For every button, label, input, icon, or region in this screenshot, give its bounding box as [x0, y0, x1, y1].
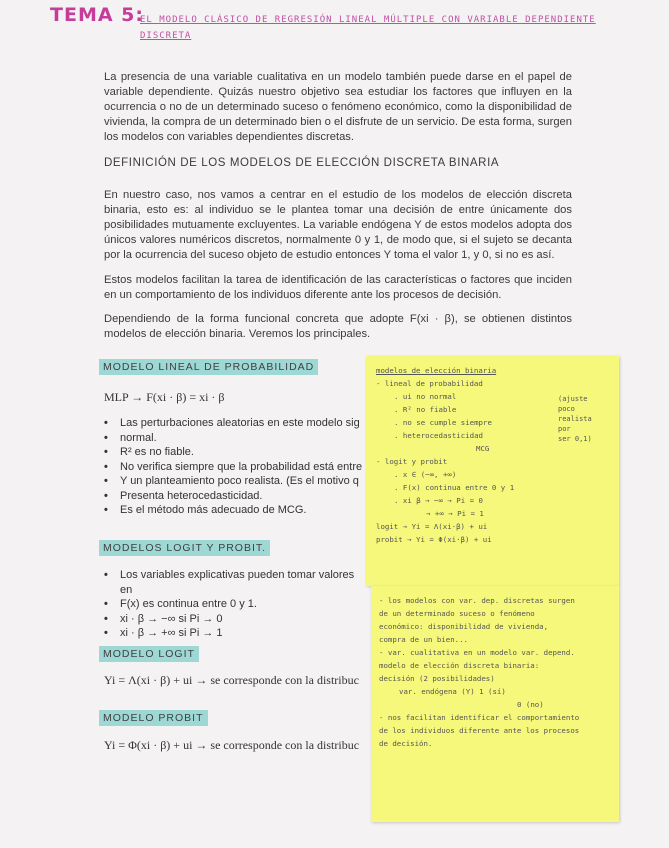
list-item: • Presenta heterocedasticidad. — [104, 489, 366, 504]
sticky-side-note — [558, 394, 592, 444]
sticky-line: logit → Yi = Λ(xi·β) + ui — [376, 522, 488, 531]
sticky-line: de los individuos diferente ante los procesos — [379, 726, 580, 735]
list-item: • normal. — [104, 431, 366, 446]
sticky-side-line: (ajuste — [558, 395, 588, 403]
list-item: • Las perturbaciones aleatorias en este modelo sig — [104, 416, 366, 431]
definition-paragraph-1: En nuestro caso, nos vamos a centrar en el estudio de los modelos de elección discreta binaria, esto es: al individuo se le plantea tomar una decisión de entre únicamente dos posibilidades mutuamente excluyentes. La variable endógena Y de estos modelos adopta dos únicos valores numéricos discretos, normalmente 0 y 1, de modo que, si el sujeto se decanta por la ocurrencia del suceso objeto de estudio entonces Y toma el valor 1, y 0, si no es así. — [104, 189, 572, 261]
formula-probit: Yi = Φ(xi · β) + ui → se corresponde con la distribuc — [104, 738, 360, 752]
sticky-line: - logit y probit — [376, 457, 448, 466]
sticky-line: - nos facilitan identificar el comportamiento — [379, 713, 580, 722]
formula-logit: Yi = Λ(xi · β) + ui → se corresponde con la distribuc — [104, 673, 359, 687]
heading-mlp: MODELO LINEAL DE PROBABILIDAD — [99, 359, 318, 375]
sticky-line: . R² no fiable — [394, 405, 457, 414]
sticky-line: - lineal de probabilidad — [376, 379, 483, 388]
sticky-title: modelos de elección binaria — [376, 366, 497, 375]
list-item: • xi · β → +∞ si Pi → 1 — [104, 626, 366, 641]
list-item: • R² es no fiable. — [104, 445, 366, 460]
title-subtitle: EL MODELO CLÁSICO DE REGRESIÓN LINEAL MÚLTIPLE CON VARIABLE DEPENDIENTE DISCRETA — [140, 15, 596, 41]
sticky-side-line: poco — [558, 405, 575, 413]
definition-paragraph-3: Dependiendo de la forma funcional concreta que adopte F(xi · β), se obtienen distintos modelos de elección binaria. Veremos los principales. — [104, 313, 572, 340]
list-item: • Y un planteamiento poco realista. (Es el motivo q — [104, 474, 366, 489]
sticky-line: . ui no normal — [394, 392, 457, 401]
tema-label: TEMA 5: — [50, 4, 144, 26]
sticky-line: var. endógena (Y) 1 (sí) — [399, 687, 506, 696]
definition-paragraph-2: Estos modelos facilitan la tarea de identificación de las características o factores que inciden en un comportamiento de los individuos diferente ante los procesos de decisión. — [104, 274, 572, 301]
sticky-line: . xi β → −∞ → Pi = 0 — [394, 496, 483, 505]
sticky-line: económico: disponibilidad de vivienda, — [379, 622, 549, 631]
sticky-side-line: ser 0,1) — [558, 435, 592, 443]
intro-paragraph: La presencia de una variable cualitativa en un modelo también puede darse en el papel de variable dependiente. Quizás nuestro objetivo sea estudiar los factores que influyen en la ocurrencia o no de un determinado suceso o fenómeno económico, como la disponibilidad de vivienda, la compra de un determinado bien o el disfrute de un servicio. De esta forma, surgen los modelos con variables dependientes discretas. — [104, 71, 572, 143]
formula-mlp: MLP → F(xi · β) = xi · β — [104, 390, 225, 404]
list-item: • No verifica siempre que la probabilidad está entre — [104, 460, 366, 475]
sticky-line: MCG — [476, 444, 490, 453]
sticky-note-summary — [371, 586, 619, 822]
sticky-line: . no se cumple siempre — [394, 418, 492, 427]
logit-probit-bullet-list — [104, 568, 366, 641]
list-item: • F(x) es continua entre 0 y 1. — [104, 597, 366, 612]
sticky-note-models — [366, 356, 619, 586]
sticky-side-line: por — [558, 425, 571, 433]
list-item: • xi · β → −∞ si Pi → 0 — [104, 612, 366, 627]
section-heading-definition: DEFINICIÓN DE LOS MODELOS DE ELECCIÓN DISCRETA BINARIA — [104, 157, 500, 169]
list-item: • Los variables explicativas pueden tomar valores en — [104, 568, 366, 597]
handwritten-title — [50, 4, 650, 41]
sticky-line: . F(x) continua entre 0 y 1 — [394, 483, 515, 492]
sticky-line: - los modelos con var. dep. discretas surgen — [379, 596, 575, 605]
sticky-line: → +∞ → Pi = 1 — [426, 509, 484, 518]
list-item: • Es el método más adecuado de MCG. — [104, 503, 366, 518]
sticky-line: . heterocedasticidad — [394, 431, 483, 440]
heading-logit: MODELO LOGIT — [99, 646, 199, 662]
sticky-line: de decisión. — [379, 739, 433, 748]
mlp-bullet-list — [104, 416, 366, 518]
heading-logit-probit: MODELOS LOGIT Y PROBIT. — [99, 540, 270, 556]
sticky-line: compra de un bien... — [379, 635, 468, 644]
sticky-line: probit → Yi = Φ(xi·β) + ui — [376, 535, 492, 544]
heading-probit: MODELO PROBIT — [99, 710, 208, 726]
sticky-line: 0 (no) — [517, 700, 544, 709]
sticky-line: de un determinado suceso o fenómeno — [379, 609, 535, 618]
sticky-line: . x ∈ (−∞, +∞) — [394, 470, 457, 479]
sticky-line: - var. cualitativa en un modelo var. depend. — [379, 648, 575, 657]
sticky-line: decisión (2 posibilidades) — [379, 674, 495, 683]
sticky-side-line: realista — [558, 415, 592, 423]
sticky-line: modelo de elección discreta binaria: — [379, 661, 540, 670]
